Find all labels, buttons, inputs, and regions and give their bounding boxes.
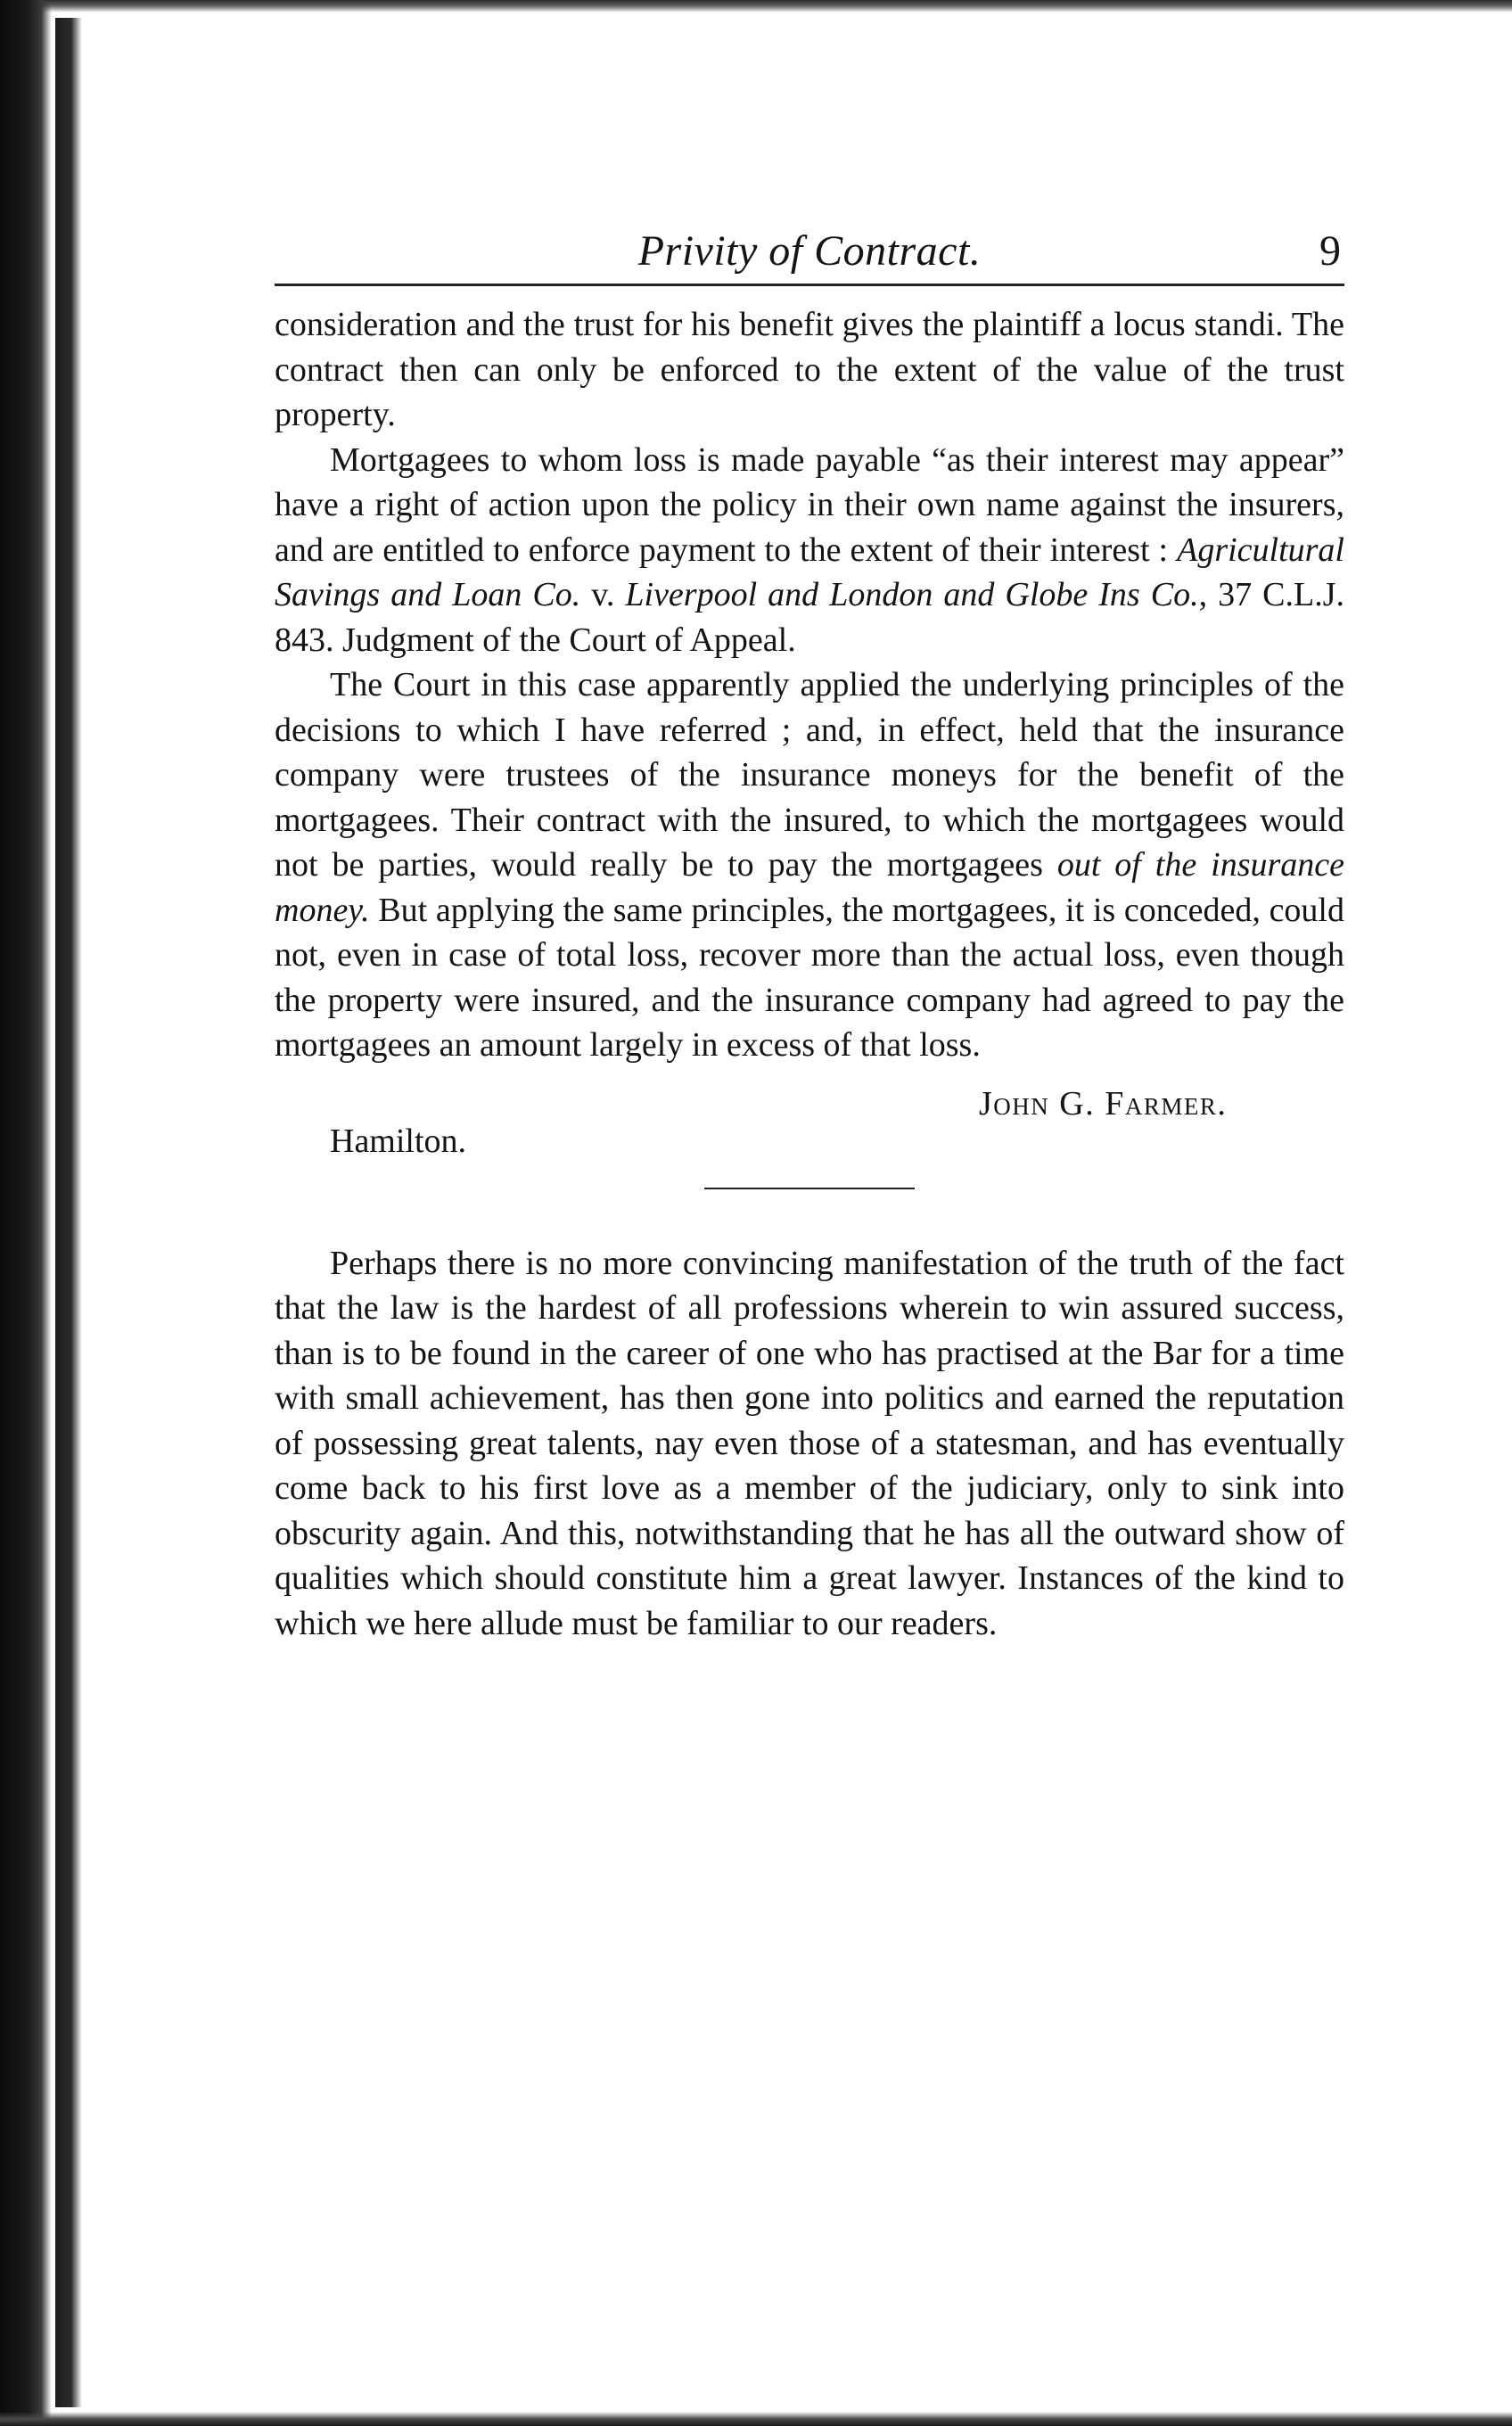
- author-signature: [275, 1084, 1344, 1182]
- running-head: [275, 214, 1344, 286]
- paragraph-text: Mortgagees to whom loss is made payable “as their interest may appear” have a right of action upon the policy in their own name against the insurers, and are entitled to enforce payment to the extent of their interest :: [275, 440, 1344, 569]
- page-number: 9: [1319, 227, 1341, 275]
- paragraph-continuation: consideration and the trust for his benefit gives the plaintiff a locus standi. The contract then can only be enforced to the extent of the value of the trust property.: [275, 306, 1344, 433]
- author-name: John G. Farmer.: [979, 1084, 1228, 1123]
- scan-left-edge: [0, 0, 52, 2426]
- paragraph-second-article: Perhaps there is no more convincing manifestation of the truth of the fact that the law is the hardest of all professions wherein to win assured success, than is to be found in the career of one who has practised at the Bar for a time with small achievement, has then gone into politics and earned the reputation of possessing great talents, nay even those of a statesman, and has eventually come back to his first love as a member of the judiciary, only to sink into obscurity again. And this, notwithstanding that he has all the outward show of qualities which should constitute him a great lawyer. Instances of the kind to which we here allude must be familiar to our readers.: [275, 1244, 1344, 1642]
- second-article-body: [275, 1241, 1344, 1647]
- author-location: Hamilton.: [330, 1122, 467, 1160]
- versus-text: v.: [580, 576, 626, 613]
- case-citation-defendant: Liverpool and London and Globe Ins Co.: [625, 576, 1199, 613]
- case-citation-plaintiff: Agricultural Savings and Loan Co.: [275, 530, 1344, 613]
- paragraph-text: , 37 C.L.J. 843. Judgment of the Court of Appeal.: [275, 576, 1344, 659]
- paragraph-text: But applying the same principles, the mortgagees, it is conceded, could not, even in case of total loss, recover more than the actual loss, even though the property were insured, and the insurance company had agreed to pay the mortgagees an amount largely in excess of that loss.: [275, 891, 1344, 1064]
- book-page: [275, 214, 1344, 1646]
- emphasized-phrase: out of the insurance money.: [275, 846, 1345, 929]
- section-divider: [704, 1188, 915, 1189]
- paragraph-mortgagees: [275, 438, 1344, 663]
- scan-binding-shadow: [55, 18, 82, 2407]
- scan-top-edge: [0, 0, 1512, 12]
- running-title: Privity of Contract.: [637, 227, 982, 275]
- paragraph-text: The Court in this case apparently applied the underlying principles of the decisions to which I have referred ; and, in effect, held that the insurance company were trustees of the insurance moneys for the benefit of the mortgagees. Their contract with the insured, to which the mortgagees would not be parties, would really be to pay the mortgagees: [275, 666, 1344, 884]
- article-body: [275, 302, 1344, 1068]
- paragraph-court-decision: [275, 662, 1344, 1068]
- scan-bottom-edge: [0, 2412, 1512, 2426]
